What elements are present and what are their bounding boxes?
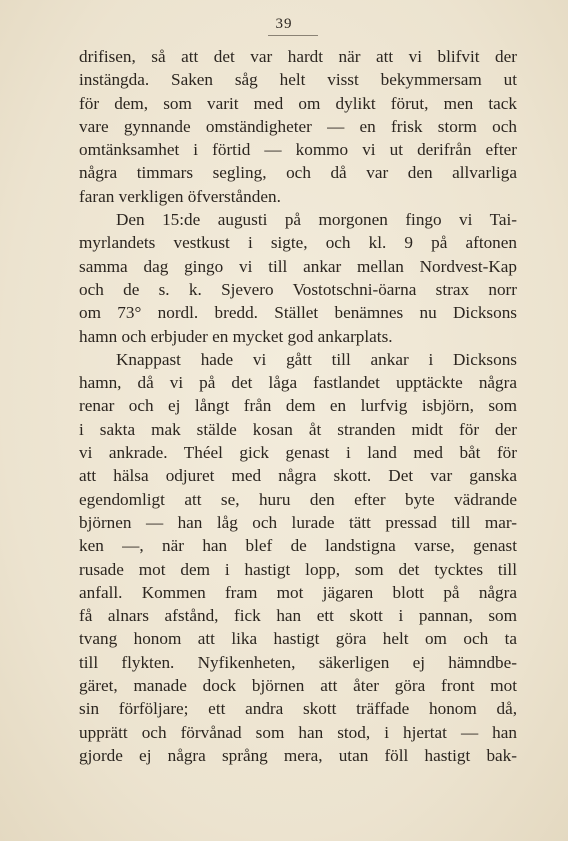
text-line: få alnars afstånd, fick han ett skott i pannan, som: [79, 606, 517, 626]
text-line: anfall. Kommen fram mot jägaren blott på några: [79, 582, 517, 602]
text-line: faran verkligen öfverstånden.: [79, 186, 281, 206]
text-line: för dem, som varit med om dylikt förut, men tack: [79, 93, 517, 113]
text-line: till flykten. Nyfikenheten, säkerligen ej hämndbe-: [79, 652, 517, 672]
text-line: hamn och erbjuder en mycket god ankarplats.: [79, 326, 393, 346]
text-line: ken —, när han blef de landstigna varse, genast: [79, 536, 517, 556]
text-line: myrlandets vestkust i sigte, och kl. 9 på aftonen: [79, 233, 517, 253]
text-line: instängda. Saken såg helt visst bekymmersam ut: [79, 70, 517, 90]
text-line: björnen — han låg och lurade tätt pressad till mar-: [79, 512, 517, 532]
text-line: att hälsa odjuret med några skott. Det var ganska: [79, 466, 517, 486]
body-text: [79, 45, 517, 767]
text-line: Knappast hade vi gått till ankar i Dicksons: [116, 349, 517, 369]
text-line: omtänksamhet i förtid — kommo vi ut derifrån efter: [79, 140, 517, 160]
text-line: drifisen, så att det var hardt när att vi blifvit der: [79, 47, 517, 66]
page-number: 39: [275, 16, 293, 32]
text-line: och de s. k. Sjevero Vostotschni-öarna strax norr: [79, 279, 517, 299]
header-rule: [268, 35, 318, 36]
text-line: några timmars segling, och då var den allvarliga: [79, 163, 517, 183]
text-line: upprätt och förvånad som han stod, i hjertat — han: [79, 722, 517, 742]
text-line: rusade mot dem i hastigt lopp, som det tycktes till: [79, 559, 517, 579]
text-line: hamn, då vi på det låga fastlandet upptäckte några: [79, 373, 517, 393]
text-line: vi ankrade. Théel gick genast i land med båt för: [79, 443, 517, 463]
text-line: sin förföljare; ett andra skott träffade honom då,: [79, 699, 517, 719]
text-line: tvang honom att lika hastigt göra helt om och ta: [79, 629, 517, 649]
text-line: egendomligt att se, huru den efter byte vädrande: [79, 489, 517, 509]
text-line: i sakta mak stälde kosan åt stranden midt för der: [79, 419, 517, 439]
text-line: om 73° nordl. bredd. Stället benämnes nu Dicksons: [79, 303, 517, 323]
text-line: gjorde ej några språng mera, utan föll hastigt bak-: [79, 745, 517, 765]
text-line: Den 15:de augusti på morgonen fingo vi Tai-: [116, 210, 517, 230]
text-line: renar och ej långt från dem en lurfvig isbjörn, som: [79, 396, 517, 416]
text-line: vare gynnande omständigheter — en frisk storm och: [79, 116, 517, 136]
text-line: gäret, manade dock björnen att åter göra front mot: [79, 676, 517, 696]
text-line: samma dag gingo vi till ankar mellan Nordvest-Kap: [79, 256, 517, 276]
